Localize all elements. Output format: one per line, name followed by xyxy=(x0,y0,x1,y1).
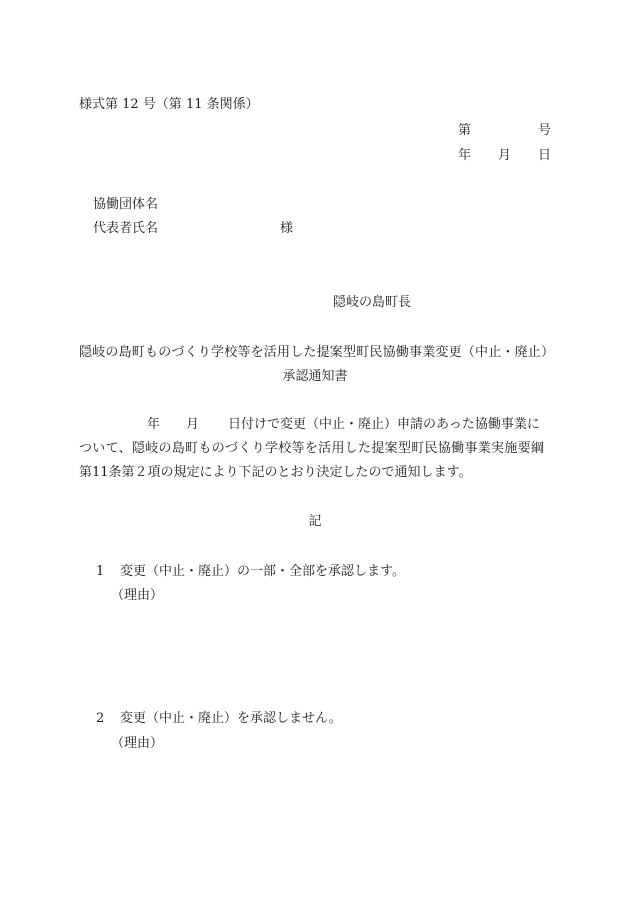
title-line-2: 承認通知書 xyxy=(282,369,348,384)
organization-label: 協働団体名 xyxy=(93,197,159,212)
date-year: 年 xyxy=(458,148,472,163)
honorific: 様 xyxy=(280,221,294,236)
item-1-number: 1 xyxy=(96,564,105,579)
item-2-text: 変更（中止・廃止）を承認しません。 xyxy=(120,711,342,726)
date-day: 日 xyxy=(538,148,552,163)
title-line-1: 隠岐の島町ものづくり学校等を活用した提案型町民協働事業変更（中止・廃止） xyxy=(79,345,555,360)
item-1 xyxy=(96,565,405,578)
body-month: 月 xyxy=(186,417,200,432)
sender: 隠岐の島町長 xyxy=(333,295,412,310)
body-rest: 日付けで変更（中止・廃止）申請のあった協働事業に xyxy=(228,417,540,432)
date-month: 月 xyxy=(498,148,512,163)
ki-heading: 記 xyxy=(308,514,322,529)
body-year: 年 xyxy=(147,417,161,432)
item-2-reason-label: （理由） xyxy=(111,736,164,751)
body-line-2: ついて、隠岐の島町ものづくり学校等を活用した提案型町民協働事業実施要綱 xyxy=(79,441,545,456)
representative-label: 代表者氏名 xyxy=(93,221,159,236)
item-1-text: 変更（中止・廃止）の一部・全部を承認します。 xyxy=(120,564,405,579)
number-prefix: 第 xyxy=(458,123,472,138)
item-2-number: 2 xyxy=(96,711,105,726)
item-2 xyxy=(96,712,342,725)
form-number: 様式第 12 号（第 11 条関係） xyxy=(79,97,259,112)
item-1-reason-label: （理由） xyxy=(111,588,164,603)
body-line-3: 第11条第２項の規定により下記のとおり決定したので通知します。 xyxy=(79,465,472,480)
number-suffix: 号 xyxy=(538,123,552,138)
